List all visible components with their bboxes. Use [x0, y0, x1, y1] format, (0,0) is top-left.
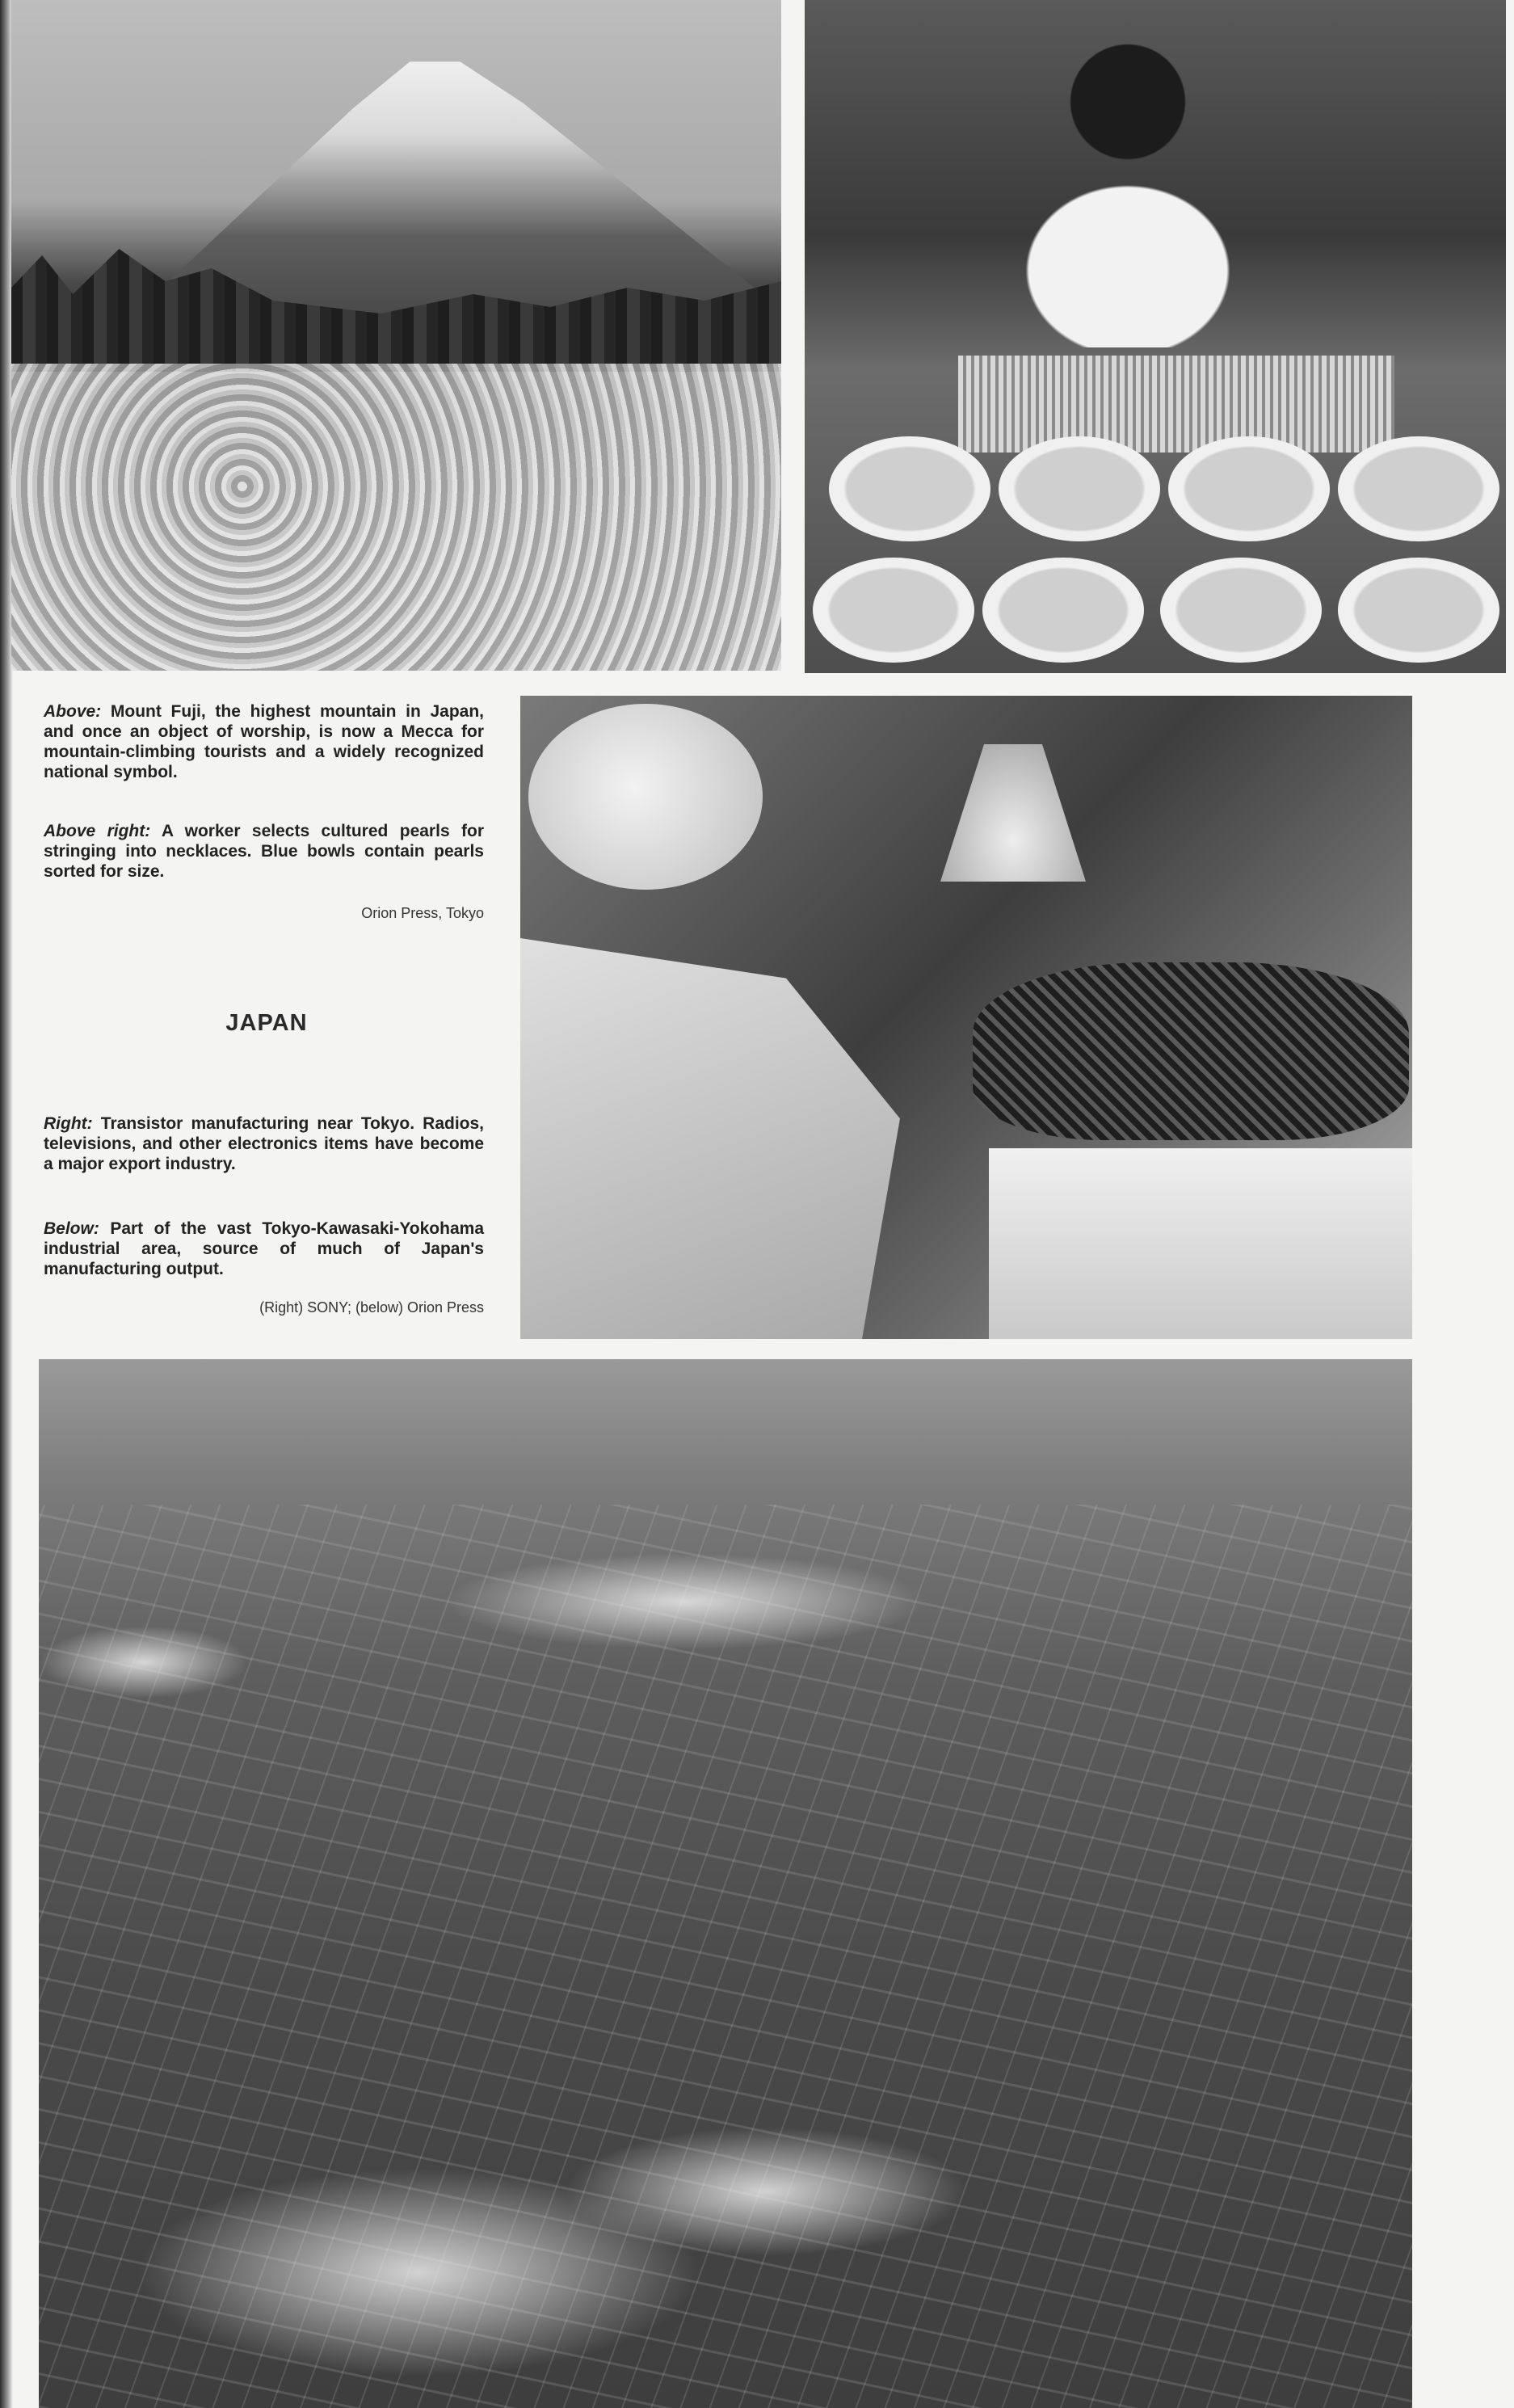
- caption-industrial: [44, 1219, 484, 1279]
- photo-industrial-aerial: [39, 1359, 1412, 2408]
- machine-base: [989, 1148, 1412, 1339]
- worker-cap: [528, 704, 763, 890]
- caption-text: Mount Fuji, the highest mountain in Japan, and once an object of worship, is now a Mecca for mountain-climbing tourists and a widely recognized national symbol.: [44, 702, 485, 781]
- caption-lead: Above right:: [44, 822, 151, 840]
- caption-lead: Above:: [44, 702, 102, 721]
- section-title: JAPAN: [225, 1010, 308, 1036]
- smoke-plume: [39, 1626, 249, 1699]
- work-lamp: [940, 744, 1086, 882]
- photo-pearl-worker: [805, 0, 1506, 673]
- pearl-bowl: [813, 558, 974, 663]
- pearl-bowl: [999, 436, 1160, 541]
- photo-credit-top: Orion Press, Tokyo: [361, 905, 484, 921]
- pearl-bowl: [829, 436, 990, 541]
- mountain-shape: [132, 57, 763, 315]
- caption-text: Part of the vast Tokyo-Kawasaki-Yokohama industrial area, source of much of Japan's manufacturing output.: [44, 1219, 484, 1278]
- pearl-bowl: [1160, 558, 1322, 663]
- caption-transistor: [44, 1113, 484, 1174]
- caption-pearls: [44, 821, 484, 882]
- smoke-plume: [443, 1553, 927, 1650]
- caption-fuji: [44, 701, 484, 782]
- pearl-bowl: [1168, 436, 1330, 541]
- caption-text: A worker selects cultured pearls for stringing into necklaces. Blue bowls contain pearls sorted for size.: [44, 822, 485, 881]
- photo-credit-bottom: (Right) SONY; (below) Orion Press: [259, 1299, 484, 1316]
- caption-lead: Below:: [44, 1219, 99, 1238]
- photo-transistor-factory: [520, 696, 1412, 1339]
- pearl-bowl: [1338, 558, 1499, 663]
- pearl-tray: [958, 356, 1394, 453]
- photo-mount-fuji: [11, 0, 781, 671]
- pearl-bowl: [982, 558, 1144, 663]
- caption-text: Transistor manufacturing near Tokyo. Radios, televisions, and other electronics items have become a major export industry.: [44, 1114, 484, 1173]
- caption-lead: Right:: [44, 1114, 93, 1133]
- worker-body: [520, 938, 900, 1339]
- assembly-machine: [973, 962, 1409, 1140]
- pearl-bowl: [1338, 436, 1499, 541]
- worker-figure: [990, 40, 1265, 347]
- flower-field: [11, 364, 781, 671]
- smoke-plume: [564, 2127, 968, 2256]
